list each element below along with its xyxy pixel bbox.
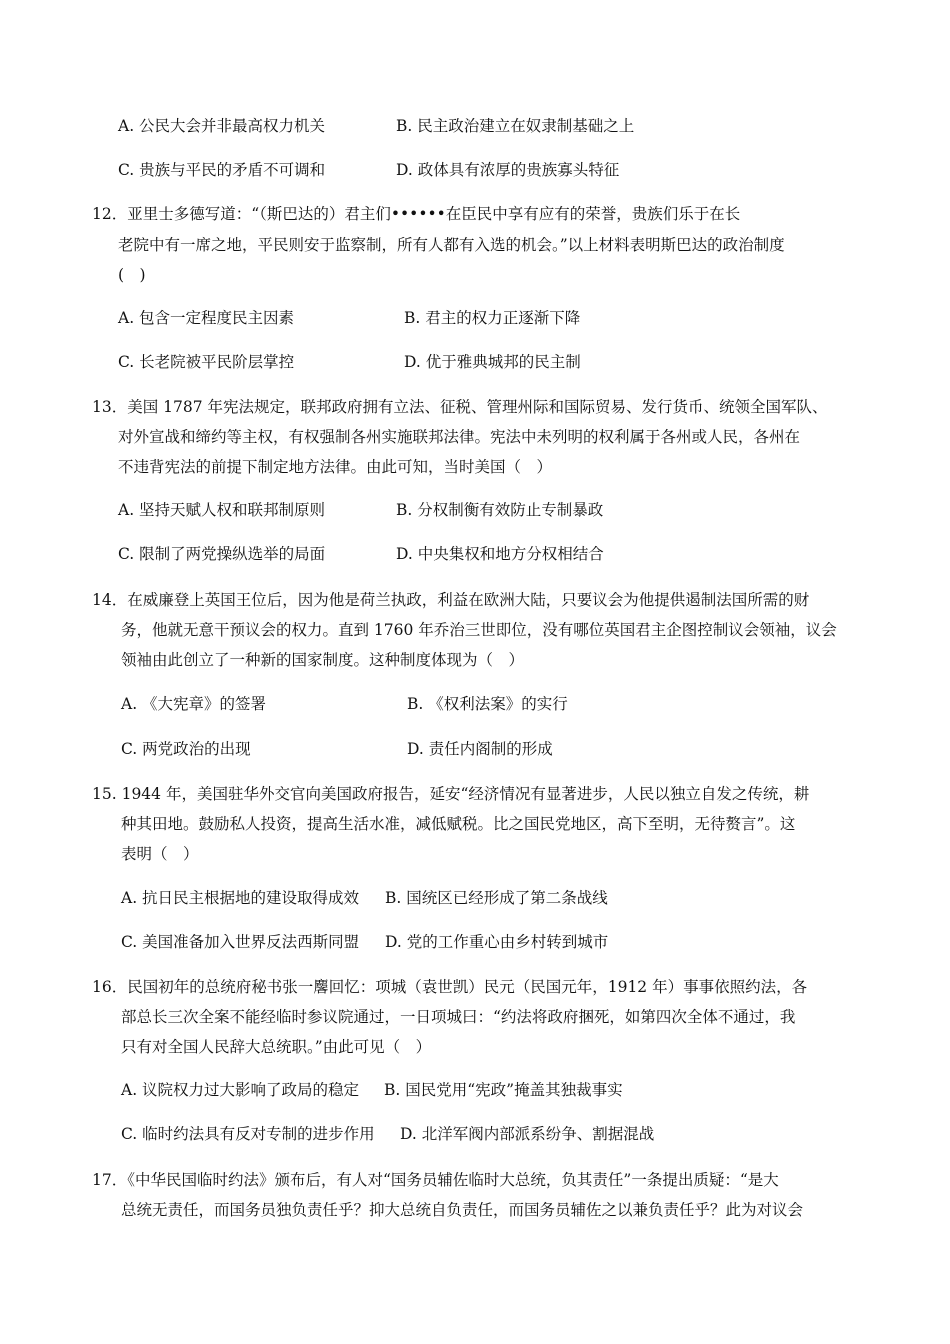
q13-stem-line-3: 不违背宪法的前提下制定地方法律。由此可知，当时美国（ ） [118,458,553,476]
q14-option-c: C. 两党政治的出现 [121,740,251,758]
q13-option-c: C. 限制了两党操纵选举的局面 [118,545,326,563]
q14-stem-line-2: 务，他就无意干预议会的权力。直到 1760 年乔治三世即位，没有哪位英国君主企图控制议会领袖，议会 [121,621,837,639]
q16-stem-line-2: 部总长三次全案不能经临时参议院通过，一日项城曰：“约法将政府捆死，如第四次全体不通过，我 [121,1008,796,1026]
q13-option-b: B. 分权制衡有效防止专制暴政 [396,501,604,519]
q12-option-a: A. 包含一定程度民主因素 [118,309,295,327]
q12-stem-line-3: ( ) [118,266,146,284]
q16-option-b: B. 国民党用“宪政”掩盖其独裁事实 [384,1081,623,1099]
q17-stem-line-1: 17．《中华民国临时约法》颁布后，有人对“国务员辅佐临时大总统，负其责任”一条提出质疑：“是大 [92,1171,779,1189]
q14-stem-line-1: 14．在威廉登上英国王位后，因为他是荷兰执政，利益在欧洲大陆，只要议会为他提供遏制法国所需的财 [92,591,810,609]
q14-option-b: B. 《权利法案》的实行 [407,695,568,713]
q14-stem-line-3: 领袖由此创立了一种新的国家制度。这种制度体现为（ ） [121,651,525,669]
q12-stem-line-2: 老院中有一席之地，平民则安于监察制，所有人都有入选的机会。”以上材料表明斯巴达的政治制度 [118,236,785,254]
q16-option-c: C. 临时约法具有反对专制的进步作用 [121,1125,375,1143]
q12-option-d: D. 优于雅典城邦的民主制 [404,353,581,371]
q17-stem-line-2: 总统无责任，而国务员独负责任乎？抑大总统自负责任，而国务员辅佐之以兼负责任乎？此为对议会 [121,1201,804,1219]
q15-option-c: C. 美国准备加入世界反法西斯同盟 [121,933,360,951]
q15-option-b: B. 国统区已经形成了第二条战线 [385,889,608,907]
q14-option-d: D. 责任内阁制的形成 [407,740,553,758]
q15-stem-line-3: 表明（ ） [121,845,199,863]
q16-option-d: D. 北洋军阀内部派系纷争、割据混战 [400,1125,655,1143]
q16-stem-line-3: 只有对全国人民辞大总统职。”由此可见（ ） [121,1038,432,1056]
q15-option-d: D. 党的工作重心由乡村转到城市 [385,933,609,951]
q12-option-c: C. 长老院被平民阶层掌控 [118,353,295,371]
q11-option-c: C. 贵族与平民的矛盾不可调和 [118,161,326,179]
q15-option-a: A. 抗日民主根据地的建设取得成效 [121,889,360,907]
q12-stem-line-1: 12．亚里士多德写道：“（斯巴达的）君主们••••••在臣民中享有应有的荣誉，贵族们乐于在长 [92,205,741,223]
q11-option-a: A. 公民大会并非最高权力机关 [118,117,326,135]
q13-option-d: D. 中央集权和地方分权相结合 [396,545,604,563]
q13-stem-line-1: 13．美国 1787 年宪法规定，联邦政府拥有立法、征税、管理州际和国际贸易、发行货币、统领全国军队、 [92,398,828,416]
q13-stem-line-2: 对外宣战和缔约等主权，有权强制各州实施联邦法律。宪法中未列明的权利属于各州或人民，各州在 [118,428,801,446]
q16-option-a: A. 议院权力过大影响了政局的稳定 [121,1081,360,1099]
q15-stem-line-2: 种其田地。鼓励私人投资，提高生活水准，减低赋税。比之国民党地区，高下至明，无待赘言”。这 [121,815,796,833]
q15-stem-line-1: 15. 1944 年，美国驻华外交官向美国政府报告，延安“经济情况有显著进步，人民以独立自发之传统，耕 [92,785,810,803]
q11-option-b: B. 民主政治建立在奴隶制基础之上 [396,117,635,135]
q11-option-d: D. 政体具有浓厚的贵族寡头特征 [396,161,620,179]
q13-option-a: A. 坚持天赋人权和联邦制原则 [118,501,326,519]
q14-option-a: A. 《大宪章》的签署 [121,695,267,713]
q16-stem-line-1: 16．民国初年的总统府秘书张一麐回忆：项城（袁世凯）民元（民国元年，1912 年）事事依照约法，各 [92,978,808,996]
q12-option-b: B. 君主的权力正逐渐下降 [404,309,581,327]
